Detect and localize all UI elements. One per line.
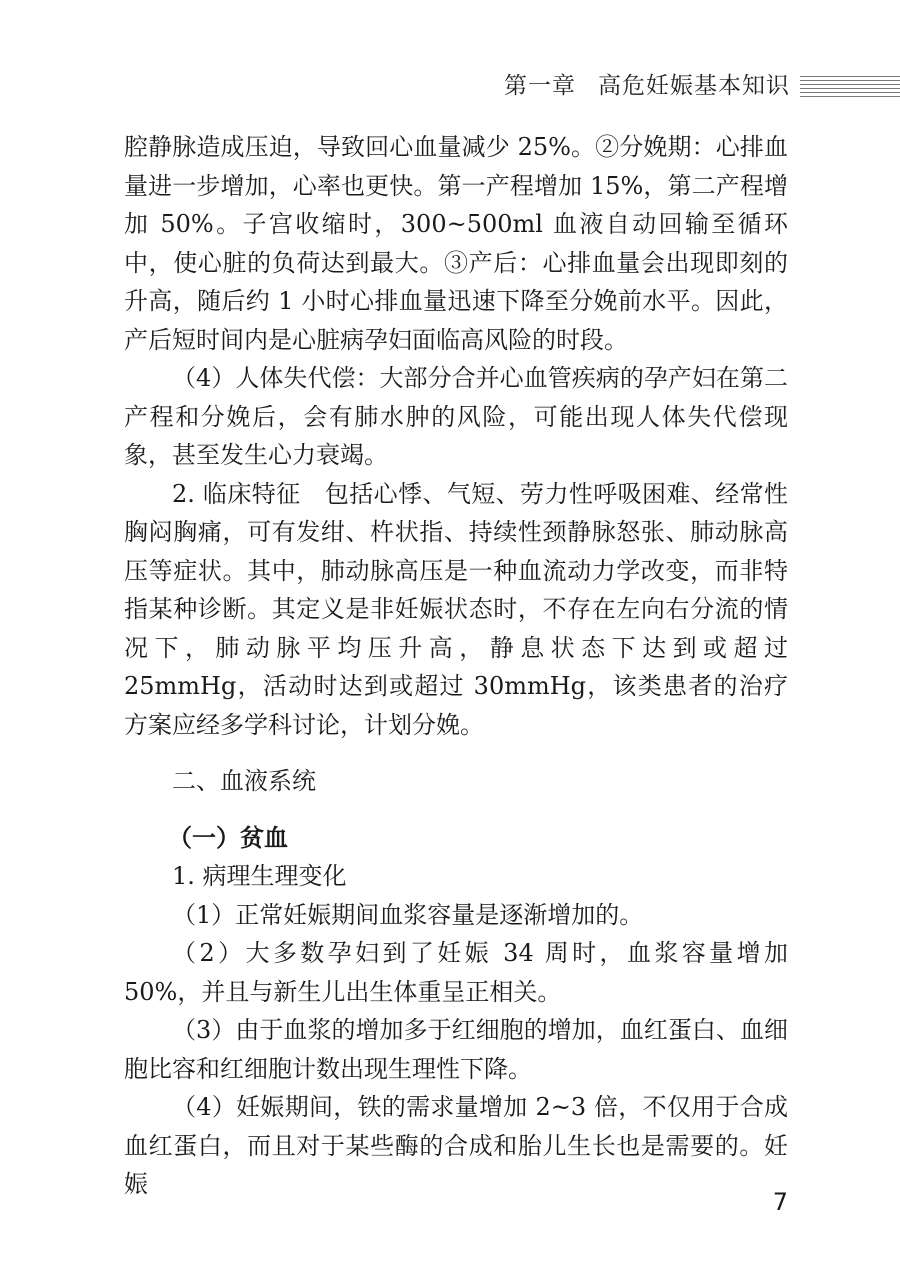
paragraph-hemoglobin-drop: （3）由于血浆的增加多于红细胞的增加，血红蛋白、血细胞比容和红细胞计数出现生理性下降。 <box>124 1016 788 1083</box>
header-decorative-lines <box>800 76 900 98</box>
paragraph-iron-demand: （4）妊娠期间，铁的需求量增加 2~3 倍，不仅用于合成血红蛋白，而且对于某些酶的合成和胎儿生长也是需要的。妊娠 <box>124 1093 788 1198</box>
paragraph-clinical-features: 2. 临床特征 包括心悸、气短、劳力性呼吸困难、经常性胸闷胸痛，可有发绀、杵状指、持续性颈静脉怒张、肺动脉高压等症状。其中，肺动脉高压是一种血流动力学改变，而非特指某种诊断。其定义是非妊娠状态时，不存在左向右分流的情况下，肺动脉平均压升高，静息状态下达到或超过 25mmHg，活动时达到或超过 30mmHg，该类患者的治疗方案应经多学科讨论，计划分娩。 <box>124 479 788 739</box>
item-pathophysiology: 1. 病理生理变化 <box>172 862 347 890</box>
subsection-heading-anemia: （一）贫血 <box>168 823 288 852</box>
page-body <box>124 128 788 1204</box>
running-header <box>0 66 900 106</box>
paragraph-plasma-volume: （1）正常妊娠期间血浆容量是逐渐增加的。 <box>172 900 644 929</box>
paragraph-cardiac-output: 腔静脉造成压迫，导致回心血量减少 25%。②分娩期：心排血量进一步增加，心率也更快。第一产程增加 15%，第二产程增加 50%。子宫收缩时，300~500ml 血液自动回输至循环中，使心脏的负荷达到最大。③产后：心排血量会出现即刻的升高，随后约 1 小时心排血量迅速下降至分娩前水平。因此，产后短时间内是心脏病孕妇面临高风险的时段。 <box>124 133 788 354</box>
section-heading-blood-system: 二、血液系统 <box>172 767 316 795</box>
chapter-name: 高危妊娠基本知识 <box>598 73 790 99</box>
page-number: 7 <box>772 1188 788 1216</box>
paragraph-plasma-increase: （2）大多数孕妇到了妊娠 34 周时，血浆容量增加 50%，并且与新生儿出生体重呈正相关。 <box>124 939 788 1006</box>
paragraph-decompensation: （4）人体失代偿：大部分合并心血管疾病的孕产妇在第二产程和分娩后，会有肺水肿的风险，可能出现人体失代偿现象，甚至发生心力衰竭。 <box>124 364 788 469</box>
chapter-label: 第一章 <box>504 73 576 99</box>
chapter-title <box>504 66 790 106</box>
